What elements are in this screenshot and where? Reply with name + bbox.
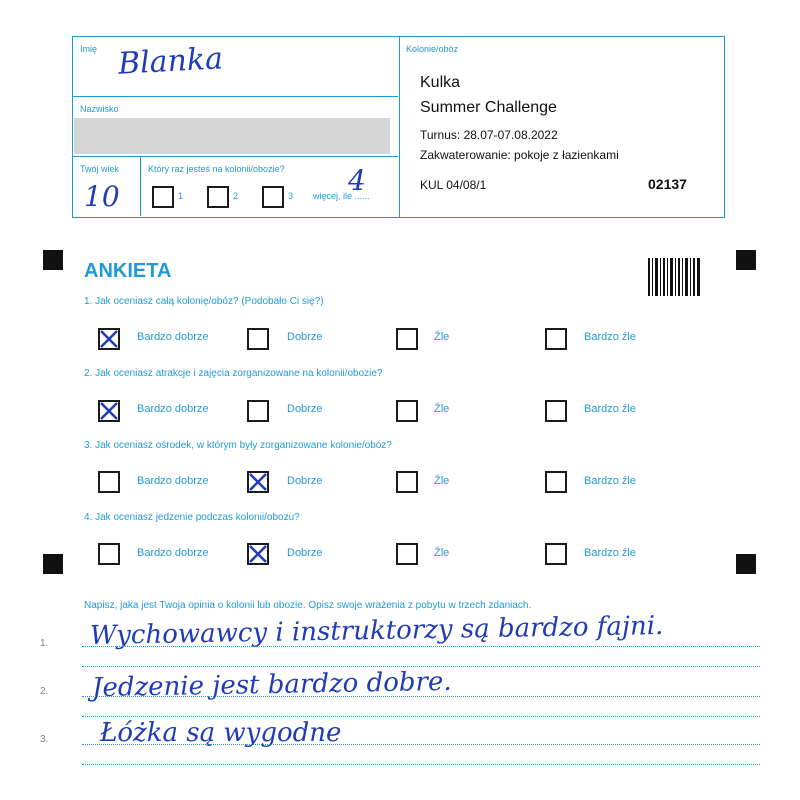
opinion-line-2-text[interactable]: Jedzenie jest bardzo dobre. (91, 666, 452, 704)
q1-label-bardzo-dobrze: Bardzo dobrze (137, 331, 209, 343)
q1-option-bardzo-dobrze[interactable] (98, 328, 120, 350)
q2-option-dobrze[interactable] (247, 400, 269, 422)
nazwisko-label: Nazwisko (80, 104, 119, 114)
opinion-line-3-rule-b (82, 764, 760, 765)
opinion-line-1-rule (82, 646, 760, 647)
q1-label-zle: Źle (434, 331, 450, 343)
registration-marker-bl (43, 554, 63, 574)
q1-option-zle[interactable] (396, 328, 418, 350)
q1-label-dobrze: Dobrze (287, 331, 323, 343)
q3-option-bardzo-zle[interactable] (545, 471, 567, 493)
survey-title: ANKIETA (84, 260, 172, 282)
opinion-line-2-rule-b (82, 716, 760, 717)
registration-marker-tl (43, 250, 63, 270)
q4-label-bardzo-dobrze: Bardzo dobrze (137, 547, 209, 559)
q4-label-dobrze: Dobrze (287, 547, 323, 559)
age-divider (140, 156, 141, 216)
q2-label-dobrze: Dobrze (287, 403, 323, 415)
question-4-text: 4. Jak oceniasz jedzenie podczas kolonii/obozu? (84, 512, 300, 523)
question-3-text: 3. Jak oceniasz ośrodek, w którym były zorganizowane kolonie/obóz? (84, 440, 392, 451)
checkmark-x-icon (249, 473, 267, 491)
q2-option-bardzo-zle[interactable] (545, 400, 567, 422)
q3-label-dobrze: Dobrze (287, 475, 323, 487)
ktory-raz-label: Który raz jesteś na kolonii/obozie? (148, 164, 285, 174)
imie-label: Imię (80, 44, 98, 54)
form-number: 02137 (648, 176, 687, 192)
q3-label-zle: Źle (434, 475, 450, 487)
q4-option-zle[interactable] (396, 543, 418, 565)
wiecej-label: więcej, ile ...... (313, 191, 370, 201)
q3-label-bardzo-zle: Bardzo źle (584, 475, 636, 487)
q2-label-bardzo-dobrze: Bardzo dobrze (137, 403, 209, 415)
question-1-text: 1. Jak oceniasz całą kolonię/obóz? (Podobało Ci się?) (84, 296, 324, 307)
q4-label-zle: Źle (434, 547, 450, 559)
q1-option-dobrze[interactable] (247, 328, 269, 350)
q2-option-bardzo-dobrze[interactable] (98, 400, 120, 422)
q1-option-bardzo-zle[interactable] (545, 328, 567, 350)
imie-value[interactable]: Blanka (117, 41, 224, 82)
question-2-text: 2. Jak oceniasz atrakcje i zajęcia zorganizowane na kolonii/obozie? (84, 368, 383, 379)
opinion-line-3-number: 3. (40, 734, 49, 745)
wiek-label: Twój wiek (80, 164, 120, 174)
wiek-value[interactable]: 10 (84, 180, 120, 213)
row-divider-1 (72, 96, 398, 97)
opinion-line-1-text[interactable]: Wychowawcy i instruktorzy są bardzo fajni. (89, 610, 664, 652)
q2-option-zle[interactable] (396, 400, 418, 422)
visit-1-label: 1 (178, 191, 184, 201)
q3-option-dobrze[interactable] (247, 471, 269, 493)
q4-option-bardzo-zle[interactable] (545, 543, 567, 565)
zakwaterowanie: Zakwaterowanie: pokoje z łazienkami (420, 148, 619, 162)
checkmark-x-icon (249, 545, 267, 563)
q4-label-bardzo-zle: Bardzo źle (584, 547, 636, 559)
camp-code: KUL 04/08/1 (420, 178, 487, 192)
checkmark-x-icon (100, 402, 118, 420)
q2-label-bardzo-zle: Bardzo źle (584, 403, 636, 415)
barcode-icon (648, 258, 700, 296)
registration-marker-br (736, 554, 756, 574)
q4-option-dobrze[interactable] (247, 543, 269, 565)
visit-1-checkbox[interactable] (152, 186, 174, 208)
registration-marker-tr (736, 250, 756, 270)
opinion-line-1-number: 1. (40, 638, 49, 649)
opinion-prompt: Napisz, jaka jest Twoja opinia o kolonii lub obozie. Opisz swoje wrażenia z pobytu w trzech zdaniach. (84, 600, 532, 611)
visit-3-label: 3 (288, 191, 294, 201)
visit-2-checkbox[interactable] (207, 186, 229, 208)
checkmark-x-icon (100, 330, 118, 348)
opinion-line-3-rule (82, 744, 760, 745)
camp-name: Kulka (420, 74, 461, 91)
row-divider-2 (72, 156, 398, 157)
q3-option-zle[interactable] (396, 471, 418, 493)
visit-2-label: 2 (233, 191, 239, 201)
kolonia-label: Kolonie/obóz (406, 44, 459, 54)
camp-subtitle: Summer Challenge (420, 99, 557, 116)
turnus: Turnus: 28.07-07.08.2022 (420, 128, 558, 142)
q3-option-bardzo-dobrze[interactable] (98, 471, 120, 493)
visit-3-checkbox[interactable] (262, 186, 284, 208)
q3-label-bardzo-dobrze: Bardzo dobrze (137, 475, 209, 487)
q4-option-bardzo-dobrze[interactable] (98, 543, 120, 565)
q1-label-bardzo-zle: Bardzo źle (584, 331, 636, 343)
opinion-line-2-rule (82, 696, 760, 697)
opinion-line-3-text[interactable]: Łóżka są wygodne (100, 718, 342, 748)
nazwisko-redaction[interactable] (74, 118, 390, 154)
opinion-line-2-number: 2. (40, 686, 49, 697)
wiecej-value[interactable]: 4 (348, 164, 366, 197)
q2-label-zle: Źle (434, 403, 450, 415)
